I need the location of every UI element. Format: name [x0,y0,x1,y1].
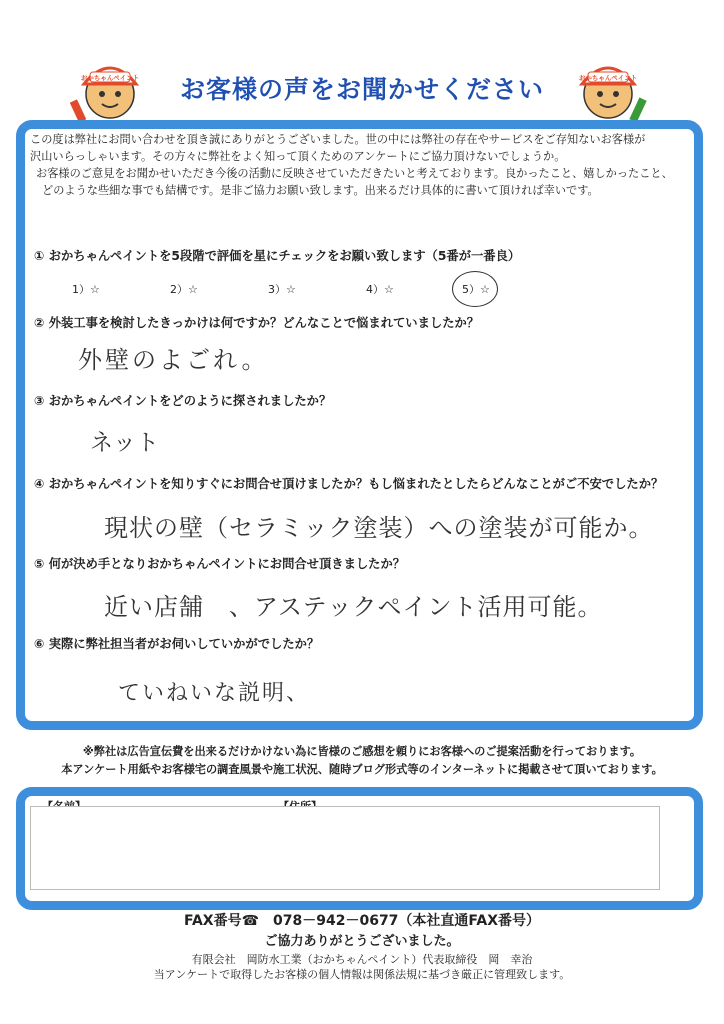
answer-6: ていねいな説明、 [118,681,311,706]
question-5: ⑤ 何が決め手となりおかちゃんペイントにお問合せ頂きましたか？ [34,557,406,571]
notice-line-2: 本アンケート用紙やお客様宅の調査風景や施工状況、随時ブログ形式等のインターネットに掲載させて頂いております。 [61,763,663,776]
answer-5: 近い店舗 、アステックペイント活用可能。 [104,593,603,621]
answer-2: 外壁のよごれ。 [78,346,269,374]
page-title: お客様の声をお聞かせください [179,75,544,104]
intro-line: お客様のご意見をお聞かせいただき今後の活動に反映させていただきたいと考えております。良かったこと、嬉しかったこと、 [36,167,673,180]
mascot-right-icon [568,48,648,128]
svg-text:おかちゃんペイント: おかちゃんペイント [578,74,638,82]
question-2: ② 外装工事を検討したきっかけは何ですか？どんなことで悩まれていましたか？ [34,316,480,330]
mascot-left-icon [70,48,150,128]
answer-3: ネット [90,430,159,456]
question-6: ⑥ 実際に弊社担当者がお伺いしていかがでしたか？ [34,637,320,651]
fax-number: FAX番号☎ 078－942－0677（本社直通FAX番号） [183,913,541,929]
notice-line-1: ※弊社は広告宣伝費を出来るだけかけない為に皆様のご感想を頼りにお客様へのご提案活動を行っております。 [82,745,642,758]
intro-line: この度は弊社にお問い合わせを頂き誠にありがとうございました。世の中には弊社の存在やサービスをご存知ないお客様が [30,133,646,146]
rating-option-3[interactable]: 3）☆ [268,283,296,296]
rating-option-5[interactable]: 5）☆ [462,283,490,296]
question-1: ① おかちゃんペイントを5段階で評価を星にチェックをお願い致します（5番が一番良） [34,249,521,263]
question-3: ③ おかちゃんペイントをどのように探されましたか？ [34,394,332,408]
redacted-contact-area [30,806,660,890]
intro-text [30,131,680,199]
intro-line: どのような些細な事でも結構です。是非ご協力お願い致します。出来るだけ具体的に書いて頂ければ幸いです。 [42,184,599,197]
question-4: ④ おかちゃんペイントを知りすぐにお問合せ頂けましたか？もし悩まれたとしたらどんなことがご不安でしたか？ [34,477,664,491]
rating-row [0,281,724,301]
intro-line: 沢山いらっしゃいます。その方々に弊社をよく知って頂くためのアンケートにご協力頂けないでしょうか。 [30,150,566,163]
svg-text:おかちゃんペイント: おかちゃんペイント [80,74,140,82]
rating-option-1[interactable]: 1）☆ [72,283,100,296]
privacy-notice: 当アンケートで取得したお客様の個人情報は関係法規に基づき厳正に管理致します。 [153,968,571,981]
answer-4: 現状の壁（セラミック塗装）への塗装が可能か。 [104,514,654,542]
company-info: 有限会社 岡防水工業（おかちゃんペイント）代表取締役 岡 幸治 [191,953,533,966]
rating-option-2[interactable]: 2）☆ [170,283,198,296]
thanks-text: ご協力ありがとうございました。 [264,934,460,949]
selected-rating-circle [452,271,498,307]
rating-option-4[interactable]: 4）☆ [366,283,394,296]
